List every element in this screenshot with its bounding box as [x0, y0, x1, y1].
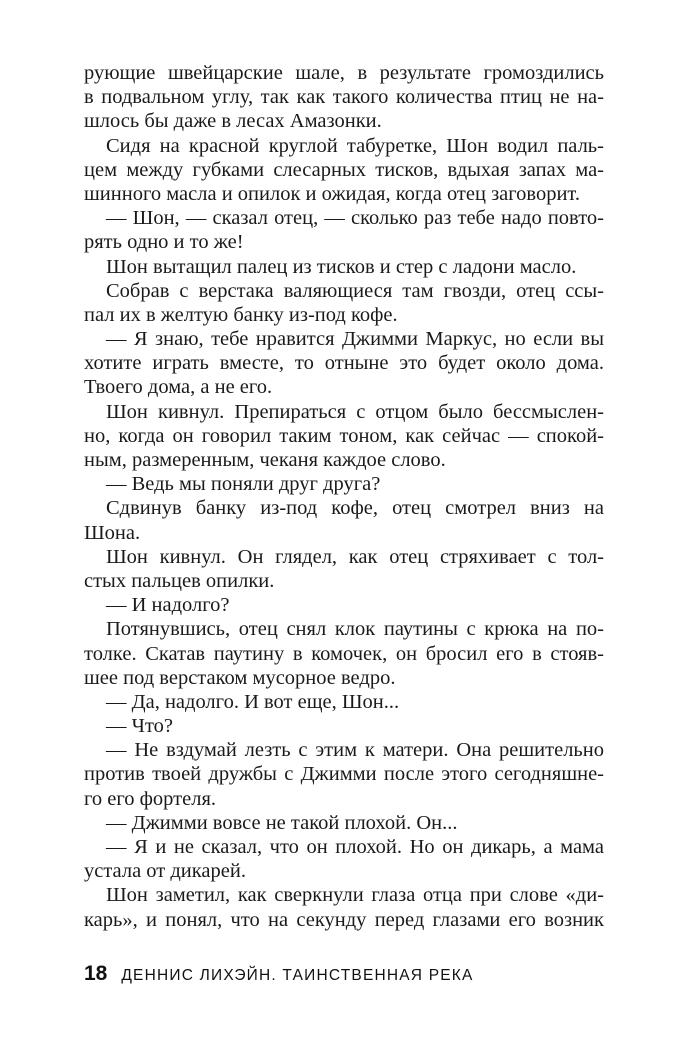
text-line: Шон заметил, как сверкнули глаза отца при слове «ди-	[106, 884, 604, 907]
text-line: — Шон, — сказал отец, — сколько раз тебе надо повто-	[106, 207, 604, 230]
text-line: пал их в желтую банку из-под кофе.	[84, 303, 398, 326]
text-line: Шона.	[84, 521, 141, 544]
text-line: шлось бы даже в лесах Амазонки.	[84, 110, 382, 133]
text-line: Сидя на красной круглой табуретке, Шон водил паль-	[106, 134, 604, 157]
text-line: шее под верстаком мусорное ведро.	[84, 666, 396, 689]
text-line: рять одно и то же!	[84, 231, 244, 254]
text-line: Сдвинув банку из-под кофе, отец смотрел вниз на	[106, 497, 604, 520]
text-line: но, когда он говорил таким тоном, как сейчас — спокой-	[84, 424, 604, 447]
running-head: ДЕННИС ЛИХЭЙН. ТАИНСТВЕННАЯ РЕКА	[121, 967, 474, 984]
text-line: Собрав с верстака валяющиеся там гвозди, отец ссы-	[106, 279, 604, 302]
text-line: — Что?	[106, 715, 173, 738]
text-line: Потянувшись, отец снял клок паутины с крюка на по-	[106, 618, 604, 641]
text-line: стых пальцев опилки.	[84, 569, 275, 592]
page-number: 18	[84, 962, 108, 985]
text-line: шинного масла и опилок и ожидая, когда отец заговорит.	[84, 182, 580, 205]
text-line: — Я знаю, тебе нравится Джимми Маркус, но если вы	[106, 328, 604, 351]
text-line: — Не вздумай лезть с этим к матери. Она решительно	[106, 739, 604, 762]
text-line: Шон кивнул. Он глядел, как отец стряхивает с тол-	[106, 545, 604, 568]
text-line: Шон вытащил палец из тисков и стер с ладони масло.	[106, 255, 577, 278]
text-line: карь», и понял, что на секунду перед глазами его возник	[84, 908, 604, 931]
page-footer	[84, 962, 474, 986]
text-line: хотите играть вместе, то отныне это будет около дома.	[84, 352, 604, 375]
text-line: — Да, надолго. И вот еще, Шон...	[106, 690, 400, 713]
text-line: го его фортеля.	[84, 787, 216, 810]
text-line: — Я и не сказал, что он плохой. Но он дикарь, а мама	[106, 836, 604, 858]
text-line: устала от дикарей.	[84, 860, 246, 883]
text-line: против твоей дружбы с Джимми после этого сегодняшне-	[84, 763, 604, 786]
text-line: толке. Скатав паутину в комочек, он бросил его в стояв-	[84, 642, 604, 665]
text-line: Твоего дома, а не его.	[84, 376, 273, 399]
text-line: цем между губками слесарных тисков, вдыхая запах ма-	[84, 158, 604, 181]
text-line: в подвальном углу, так как такого количества птиц не на-	[84, 86, 604, 109]
body-text	[84, 61, 604, 932]
text-line: рующие швейцарские шале, в результате громоздились	[84, 62, 604, 84]
text-line: Шон кивнул. Препираться с отцом было бессмыслен-	[106, 400, 604, 423]
text-line: — И надолго?	[106, 594, 230, 617]
text-line: ным, размеренным, чеканя каждое слово.	[84, 449, 446, 471]
text-line: — Ведь мы поняли друг друга?	[106, 473, 381, 496]
text-line: — Джимми вовсе не такой плохой. Он...	[106, 811, 458, 834]
